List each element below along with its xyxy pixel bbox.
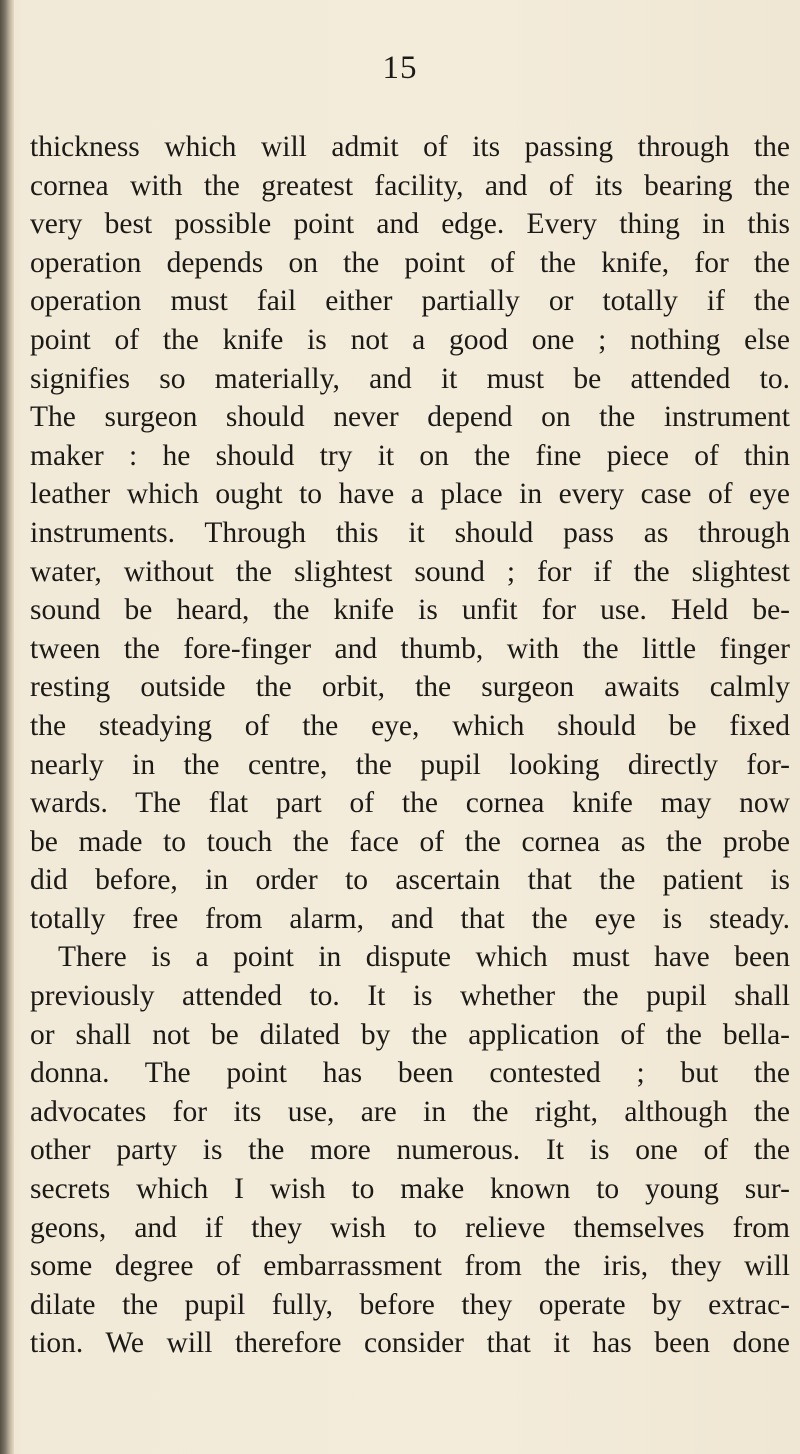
text-line: cornea with the greatest facility, and of its bearing the: [30, 169, 790, 202]
text-line: some degree of embarrassment from the iris, they will: [30, 1250, 790, 1283]
text-line: resting outside the orbit, the surgeon awaits calmly: [30, 671, 790, 704]
text-line: dilate the pupil fully, before they operate by extrac-: [30, 1288, 790, 1321]
text-line: leather which ought to have a place in every case of eye: [30, 478, 790, 511]
text-line: or shall not be dilated by the application of the bella-: [30, 1018, 790, 1051]
text-line: water, without the slightest sound ; for if the slightest: [30, 555, 790, 588]
text-line: the steadying of the eye, which should be fixed: [30, 709, 790, 742]
text-line: tion. We will therefore consider that it has been done: [30, 1327, 790, 1360]
binding-edge: [0, 0, 14, 1454]
text-line: signifies so materially, and it must be attended to.: [30, 362, 790, 395]
text-line: totally free from alarm, and that the eye is steady.: [30, 902, 790, 935]
text-line: other party is the more numerous. It is one of the: [30, 1134, 790, 1167]
text-line: instruments. Through this it should pass as through: [30, 516, 790, 549]
text-line: previously attended to. It is whether the pupil shall: [30, 980, 790, 1013]
paragraph-start-line: There is a point in dispute which must have been: [58, 941, 790, 974]
text-line: advocates for its use, are in the right, although the: [30, 1095, 790, 1128]
text-line: sound be heard, the knife is unfit for use. Held be-: [30, 594, 790, 627]
text-line: tween the fore-finger and thumb, with the little finger: [30, 632, 790, 665]
text-line: wards. The flat part of the cornea knife may now: [30, 787, 790, 820]
text-line: donna. The point has been contested ; but the: [30, 1057, 790, 1090]
text-line: The surgeon should never depend on the instrument: [30, 401, 790, 434]
text-line: maker : he should try it on the fine piece of thin: [30, 439, 790, 472]
text-line: very best possible point and edge. Every thing in this: [30, 208, 790, 241]
text-line: be made to touch the face of the cornea as the probe: [30, 825, 790, 858]
text-line: point of the knife is not a good one ; nothing else: [30, 323, 790, 356]
text-line: operation depends on the point of the knife, for the: [30, 246, 790, 279]
text-line: thickness which will admit of its passing through the: [30, 131, 790, 163]
body-text: [30, 128, 790, 1363]
text-line: secrets which I wish to make known to young sur-: [30, 1173, 790, 1206]
text-line: operation must fail either partially or totally if the: [30, 285, 790, 318]
text-line: nearly in the centre, the pupil looking directly for-: [30, 748, 790, 781]
text-line: did before, in order to ascertain that the patient is: [30, 864, 790, 897]
text-line: geons, and if they wish to relieve themselves from: [30, 1211, 790, 1244]
page-number: 15: [382, 50, 418, 86]
